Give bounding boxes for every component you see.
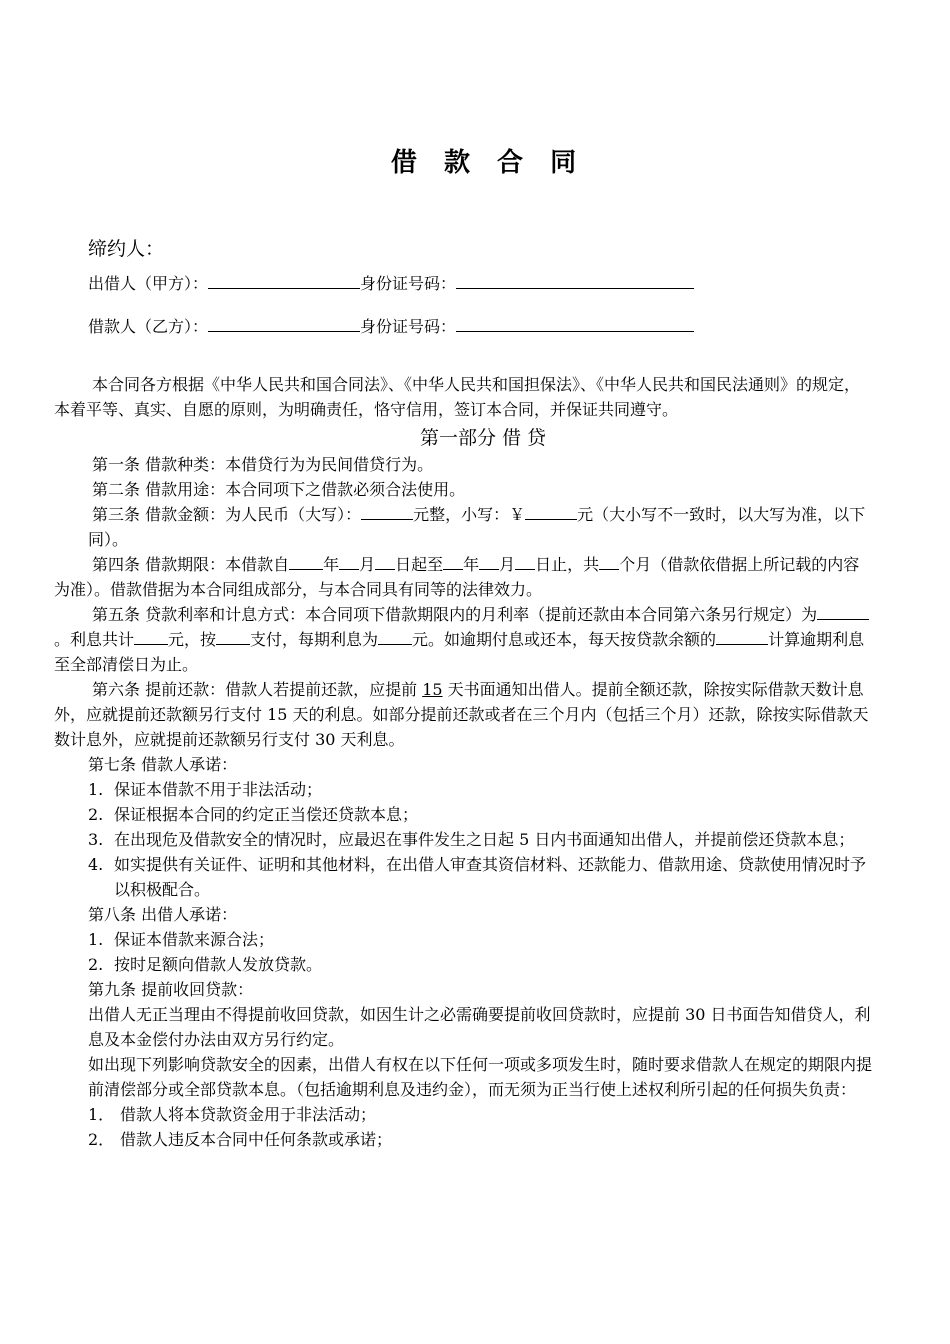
month-label: 月 [499, 555, 516, 574]
article-9-paragraph-1: 出借人无正当理由不得提前收回贷款，如因生计之必需确要提前收回贷款时，应提前 30 日书面告知借贷人，利息及本金偿付办法由双方另行约定。 [88, 1005, 871, 1049]
start-month-blank[interactable] [339, 552, 359, 570]
article-1: 第一条 借款种类：本借贷行为为民间借贷行为。 [92, 455, 434, 474]
preamble: 本合同各方根据《中华人民共和国合同法》、《中华人民共和国担保法》、《中华人民共和国民法通则》的规定，本着平等、真实、自愿的原则，为明确责任，恪守信用，签订本合同，并保证共同遵守。 [54, 375, 861, 419]
month-label: 月 [359, 555, 376, 574]
document-title: 借 款 合 同 [390, 148, 586, 178]
item-number: 1. [88, 780, 104, 799]
contract-body [54, 372, 872, 1152]
article-5-text-b: 。利息共计 [54, 630, 135, 649]
list-item [88, 927, 872, 952]
item-text: 保证本借款来源合法； [114, 930, 275, 949]
day-label: 日起至 [395, 555, 444, 574]
borrower-row [88, 315, 694, 338]
list-item [88, 952, 872, 977]
article-4-text-c: 个月（借款依借据上所记载的内容为准）。借款借据为本合同组成部分，与本合同具有同等的法律效力。 [54, 555, 860, 599]
list-item [88, 1127, 872, 1152]
lender-row [88, 272, 694, 295]
article-4 [54, 552, 872, 602]
article-5-text-f: 计算逾期利息至全部清偿日为止。 [54, 630, 865, 674]
article-3-text-c: 元（大小写不一致时，以大写为准，以下同）。 [88, 505, 866, 549]
item-text: 借款人违反本合同中任何条款或承诺； [120, 1130, 393, 1149]
item-number: 1. [88, 930, 104, 949]
months-blank[interactable] [599, 552, 619, 570]
article-2: 第二条 借款用途：本合同项下之借款必须合法使用。 [92, 480, 466, 499]
article-5-text-a: 第五条 贷款利率和计息方式：本合同项下借款期限内的月利率（提前还款由本合同第六条另行规定）为 [92, 605, 818, 624]
article-4-text-a: 第四条 借款期限：本借款自 [92, 555, 290, 574]
borrower-name-blank[interactable] [208, 315, 360, 332]
list-item [88, 777, 872, 802]
payment-period-blank[interactable] [216, 627, 250, 645]
list-item [88, 827, 872, 852]
parties-heading: 缔约人： [88, 238, 165, 260]
year-label: 年 [323, 555, 340, 574]
item-number: 1． [88, 1105, 115, 1124]
article-5-text-e: 元。如逾期付息或还本，每天按贷款余额的 [412, 630, 717, 649]
item-number: 2. [88, 955, 104, 974]
article-6 [54, 677, 872, 752]
end-day-blank[interactable] [515, 552, 535, 570]
day-label: 日止，共 [535, 555, 600, 574]
end-year-blank[interactable] [443, 552, 463, 570]
period-interest-blank[interactable] [378, 627, 412, 645]
item-text: 在出现危及借款安全的情况时，应最迟在事件发生之日起 5 日内书面通知出借人，并提前偿还贷款本息； [114, 830, 855, 849]
end-month-blank[interactable] [479, 552, 499, 570]
item-text: 保证根据本合同的约定正当偿还贷款本息； [114, 805, 419, 824]
total-interest-blank[interactable] [134, 627, 168, 645]
amount-numeric-blank[interactable] [525, 502, 577, 520]
article-9-list [54, 1102, 872, 1152]
item-number: 3. [88, 830, 104, 849]
article-5-text-c: 元，按 [168, 630, 217, 649]
borrower-id-blank[interactable] [456, 315, 694, 332]
list-item [88, 852, 872, 902]
article-7-title: 第七条 借款人承诺： [88, 755, 238, 774]
article-6-text-b: 天书面通知出借人。提前全额还款，除按实际借款天数计息外，应就提前还款额另行支付 15 天的利息。如部分提前还款或者在三个月内（包括三个月）还款，除按实际借款天数计息外，应就提前还款额另行支付 30 天利息。 [54, 680, 869, 749]
article-9-paragraph-2: 如出现下列影响贷款安全的因素，出借人有权在以下任何一项或多项发生时，随时要求借款人在规定的期限内提前清偿部分或全部贷款本息。（包括逾期利息及违约金），而无须为正当行使上述权利所引起的任何损失负责： [88, 1055, 873, 1099]
list-item [88, 802, 872, 827]
item-text: 如实提供有关证件、证明和其他材料，在出借人审查其资信材料、还款能力、借款用途、贷款使用情况时予以积极配合。 [114, 855, 867, 899]
amount-capital-blank[interactable] [361, 502, 413, 520]
borrower-label: 借款人（乙方）： [88, 317, 209, 336]
item-text: 保证本借款不用于非法活动； [114, 780, 323, 799]
article-6-text-a: 第六条 提前还款：借款人若提前还款，应提前 [92, 680, 418, 699]
item-text: 按时足额向借款人发放贷款。 [114, 955, 323, 974]
article-8-title: 第八条 出借人承诺： [88, 905, 238, 924]
start-day-blank[interactable] [375, 552, 395, 570]
item-number: 4. [88, 855, 104, 874]
article-3 [54, 502, 872, 552]
lender-id-label: 身份证号码： [360, 274, 457, 293]
article-5-text-d: 支付，每期利息为 [250, 630, 379, 649]
article-9-title: 第九条 提前收回贷款： [88, 980, 254, 999]
monthly-rate-blank[interactable] [817, 602, 869, 620]
article-3-text-a: 第三条 借款金额：为人民币（大写）： [92, 505, 362, 524]
part-one-title: 第一部分 借 贷 [419, 427, 547, 449]
article-3-text-b: 元整，小写：￥ [413, 505, 526, 524]
overdue-rate-blank[interactable] [716, 627, 768, 645]
list-item [88, 1102, 872, 1127]
lender-name-blank[interactable] [208, 272, 360, 289]
year-label: 年 [463, 555, 480, 574]
article-5 [54, 602, 872, 677]
article-7-list [54, 777, 872, 902]
item-number: 2. [88, 805, 104, 824]
lender-label: 出借人（甲方）： [88, 274, 209, 293]
notice-days: 15 [422, 680, 443, 699]
start-year-blank[interactable] [289, 552, 323, 570]
item-number: 2． [88, 1130, 115, 1149]
item-text: 借款人将本贷款资金用于非法活动； [120, 1105, 377, 1124]
lender-id-blank[interactable] [456, 272, 694, 289]
article-8-list [54, 927, 872, 977]
borrower-id-label: 身份证号码： [360, 317, 457, 336]
